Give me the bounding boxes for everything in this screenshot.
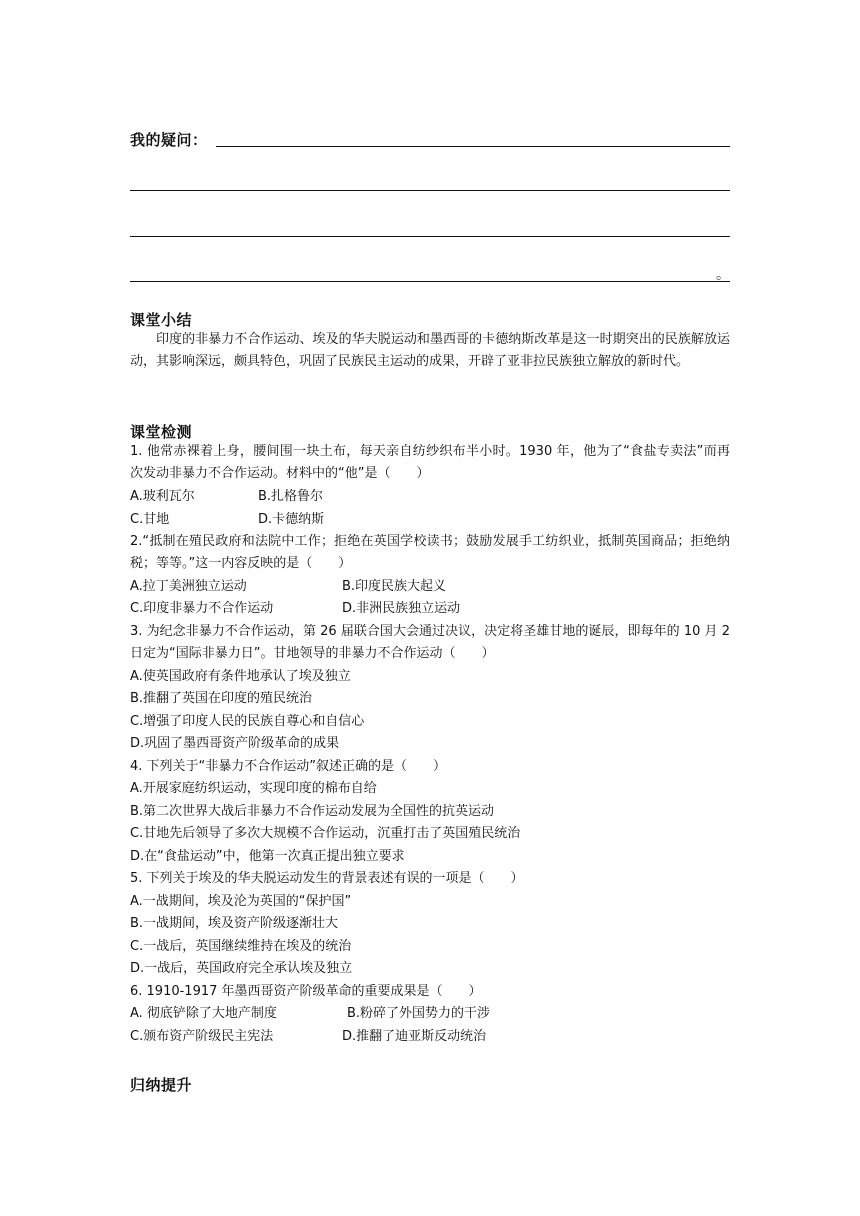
question-4-option-b[interactable]: B.第二次世界大战后非暴力不合作运动发展为全国性的抗英运动 (130, 804, 495, 819)
question-3-option-a[interactable]: A.使英国政府有条件地承认了埃及独立 (130, 669, 351, 684)
question-6-option-b[interactable]: B.粉碎了外国势力的干涉 (347, 1006, 491, 1021)
quiz-heading: 课堂检测 (130, 423, 193, 441)
question-5-option-d[interactable]: D.一战后，英国政府完全承认埃及独立 (130, 961, 353, 976)
question-2-stem: 2.“抵制在殖民政府和法院中工作；拒绝在英国学校读书；鼓励发展手工纺织业，抵制英国商品；拒绝纳税；等等。”这一内容反映的是（ ） (130, 534, 730, 572)
question-6-option-c[interactable]: C.颁布资产阶级民主宪法 (130, 1029, 274, 1044)
question-1-option-c[interactable]: C.甘地 (130, 512, 170, 527)
question-5-stem: 5. 下列关于埃及的华夫脱运动发生的背景表述有误的一项是（ ） (130, 871, 524, 886)
question-1-option-d[interactable]: D.卡德纳斯 (258, 512, 325, 527)
question-4-option-d[interactable]: D.在“食盐运动”中，他第一次真正提出独立要求 (130, 849, 405, 864)
question-3-stem: 3. 为纪念非暴力不合作运动，第 26 届联合国大会通过决议，决定将圣雄甘地的诞辰，即每年的 10 月 2 日定为“国际非暴力日”。甘地领导的非暴力不合作运动（ ） (130, 624, 730, 662)
summary-text: 印度的非暴力不合作运动、埃及的华夫脱运动和墨西哥的卡德纳斯改革是这一时期突出的民族解放运动，其影响深远，颇具特色，巩固了民族民主运动的成果，开辟了亚非拉民族独立解放的新时代。 (130, 332, 730, 370)
question-6-option-a[interactable]: A. 彻底铲除了大地产制度 (130, 1006, 277, 1021)
question-3-option-b[interactable]: B.推翻了英国在印度的殖民统治 (130, 691, 313, 706)
question-4-option-c[interactable]: C.甘地先后领导了多次大规模不合作运动，沉重打击了英国殖民统治 (130, 826, 521, 841)
question-4-stem: 4. 下列关于“非暴力不合作运动”叙述正确的是（ ） (130, 759, 447, 774)
induction-heading: 归纳提升 (130, 1076, 193, 1094)
question-5-option-a[interactable]: A.一战期间，埃及沦为英国的“保护国” (130, 894, 352, 909)
question-4-option-a[interactable]: A.开展家庭纺织运动，实现印度的棉布自给 (130, 781, 377, 796)
question-2-option-d[interactable]: D.非洲民族独立运动 (342, 601, 461, 616)
question-3-option-d[interactable]: D.巩固了墨西哥资产阶级革命的成果 (130, 736, 340, 751)
question-2-option-a[interactable]: A.拉丁美洲独立运动 (130, 579, 247, 594)
question-1-stem: 1. 他常赤裸着上身，腰间围一块土布，每天亲自纺纱织布半小时。1930 年，他为了“食盐专卖法”而再次发动非暴力不合作运动。材料中的“他”是（ ） (130, 444, 730, 482)
question-6-option-d[interactable]: D.推翻了迪亚斯反动统治 (342, 1029, 487, 1044)
question-5-option-b[interactable]: B.一战期间，埃及资产阶级逐渐壮大 (130, 916, 339, 931)
answer-line-1[interactable] (216, 146, 730, 147)
summary-heading: 课堂小结 (130, 311, 193, 329)
question-2-option-c[interactable]: C.印度非暴力不合作运动 (130, 601, 274, 616)
answer-line-3[interactable] (130, 236, 730, 237)
answer-line-4[interactable] (130, 281, 730, 282)
question-2-option-b[interactable]: B.印度民族大起义 (342, 579, 447, 594)
question-3-option-c[interactable]: C.增强了印度人民的民族自尊心和自信心 (130, 714, 365, 729)
question-5-option-c[interactable]: C.一战后，英国继续维持在埃及的统治 (130, 939, 352, 954)
question-6-stem: 6. 1910-1917 年墨西哥资产阶级革命的重要成果是（ ） (130, 984, 482, 999)
my-questions-label: 我的疑问： (130, 131, 208, 149)
answer-line-2[interactable] (130, 190, 730, 191)
answer-end-mark: 。 (716, 267, 730, 283)
question-1-option-a[interactable]: A.玻利瓦尔 (130, 489, 195, 504)
question-1-option-b[interactable]: B.扎格鲁尔 (258, 489, 324, 504)
